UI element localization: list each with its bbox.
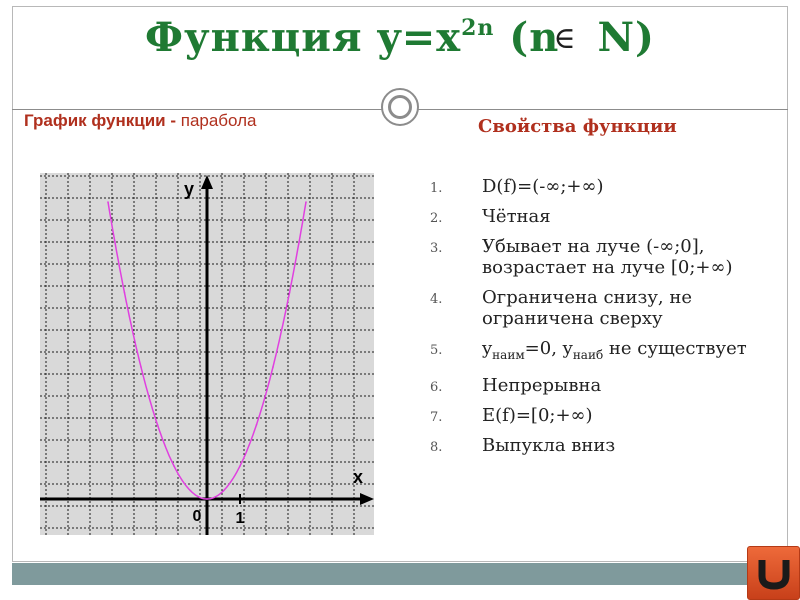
property-item	[428, 375, 788, 396]
property-text: E(f)=[0;+∞)	[482, 405, 593, 426]
property-item	[428, 405, 788, 426]
property-number: 4.	[430, 292, 443, 307]
parabola-point	[239, 465, 241, 467]
parabola-point	[190, 490, 192, 492]
property-number: 2.	[430, 211, 443, 226]
property-text: D(f)=(-∞;+∞)	[482, 176, 604, 197]
x-axis-label: x	[352, 467, 364, 487]
parabola-point	[289, 292, 291, 294]
property-subscript-b: наиб	[572, 348, 604, 362]
parabola-point	[223, 490, 225, 492]
title-exponent: 2n	[461, 15, 495, 41]
property-number: 5.	[430, 343, 443, 358]
properties-list	[428, 176, 788, 465]
property-item	[428, 287, 788, 329]
property-text: Ограничена снизу, не ограничена сверху	[482, 287, 693, 329]
property-number: 3.	[430, 241, 443, 256]
property-number: 7.	[430, 410, 443, 425]
parabola-point	[305, 201, 307, 203]
parabola-point	[124, 292, 126, 294]
property-item	[428, 338, 788, 366]
divider-knob-icon	[381, 88, 419, 126]
title-paren-close: N)	[582, 14, 655, 61]
tick-label-1: 1	[235, 510, 245, 527]
graph-heading-normal: парабола	[176, 111, 257, 130]
properties-heading: Свойства функции	[478, 116, 677, 137]
property-item	[428, 435, 788, 456]
parabola-chart	[40, 173, 374, 535]
property-subscript-a: наим	[492, 348, 525, 362]
parabola-point	[140, 366, 142, 368]
property-text: Непрерывна	[482, 375, 602, 396]
property-number: 8.	[430, 440, 443, 455]
parabola-point	[256, 424, 258, 426]
property-item	[428, 176, 788, 197]
property-text-a: y	[482, 338, 493, 359]
parabola-point	[206, 498, 208, 500]
property-text: Чётная	[482, 206, 551, 227]
graph-heading	[24, 111, 257, 131]
parabola-point	[157, 424, 159, 426]
element-of-symbol: ∈	[553, 21, 577, 56]
property-text-c: не существует	[603, 338, 747, 359]
title-paren-open: (n	[494, 14, 560, 61]
parabola-point	[107, 201, 109, 203]
y-axis-label: y	[183, 179, 195, 199]
u-turn-icon	[756, 556, 792, 590]
property-text-b: =0, y	[524, 338, 573, 359]
parabola-point	[272, 366, 274, 368]
return-button[interactable]	[747, 546, 800, 600]
property-text: Убывает на луче (-∞;0], возрастает на луче [0;+∞)	[482, 236, 733, 278]
footer-band	[12, 563, 752, 585]
property-number: 6.	[430, 380, 443, 395]
property-item	[428, 236, 788, 278]
tick-label-0: 0	[192, 508, 202, 525]
graph-heading-bold: График функции -	[24, 111, 177, 130]
property-item	[428, 206, 788, 227]
property-number: 1.	[430, 181, 443, 196]
title-main: Функция y=x	[145, 14, 462, 61]
parabola-point	[173, 465, 175, 467]
slide-title	[0, 14, 800, 61]
property-text: Выпукла вниз	[482, 435, 616, 456]
parabola-graph	[40, 173, 374, 535]
